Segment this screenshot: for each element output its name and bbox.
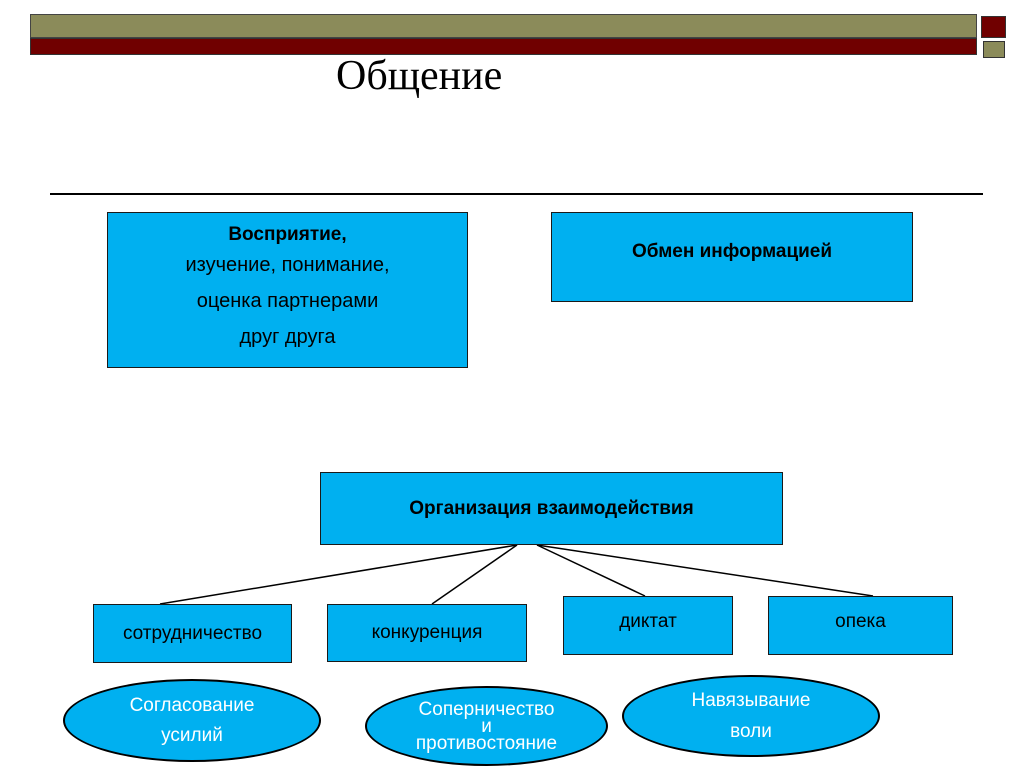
rivalry-line-1: Соперничество	[418, 698, 555, 720]
agreement-line-2: усилий	[161, 724, 223, 746]
rivalry-line-2: и	[481, 715, 492, 737]
competition-label: конкуренция	[371, 622, 483, 643]
imposition-line-2: воли	[730, 721, 772, 742]
rivalry-ellipse	[365, 686, 608, 766]
interaction-organization-label: Организация взаимодействия	[409, 497, 694, 519]
information-exchange-label: Обмен информацией	[631, 241, 833, 262]
rivalry-line-3: противостояние	[415, 732, 558, 754]
dictate-box	[563, 596, 733, 655]
connector-cooperation	[160, 545, 517, 604]
cooperation-box	[93, 604, 292, 663]
perception-heading: Восприятие,	[228, 224, 347, 245]
dictate-label: диктат	[619, 611, 677, 632]
guardianship-label: опека	[835, 611, 886, 632]
perception-line-2: изучение, понимание,	[185, 254, 390, 276]
imposition-ellipse	[622, 675, 880, 757]
connector-guardianship	[537, 545, 873, 596]
agreement-line-1: Согласование	[129, 694, 255, 716]
cooperation-label: сотрудничество	[122, 622, 263, 644]
information-exchange-box	[551, 212, 913, 302]
perception-line-4: друг друга	[239, 326, 336, 348]
perception-line-3: оценка партнерами	[196, 290, 379, 312]
agreement-ellipse	[63, 679, 321, 762]
competition-box	[327, 604, 527, 662]
slide-title: Общение	[336, 53, 503, 99]
interaction-organization-box	[320, 472, 783, 545]
connector-competition	[432, 545, 517, 604]
perception-box	[107, 212, 468, 368]
guardianship-box	[768, 596, 953, 655]
imposition-line-1: Навязывание	[691, 690, 811, 711]
